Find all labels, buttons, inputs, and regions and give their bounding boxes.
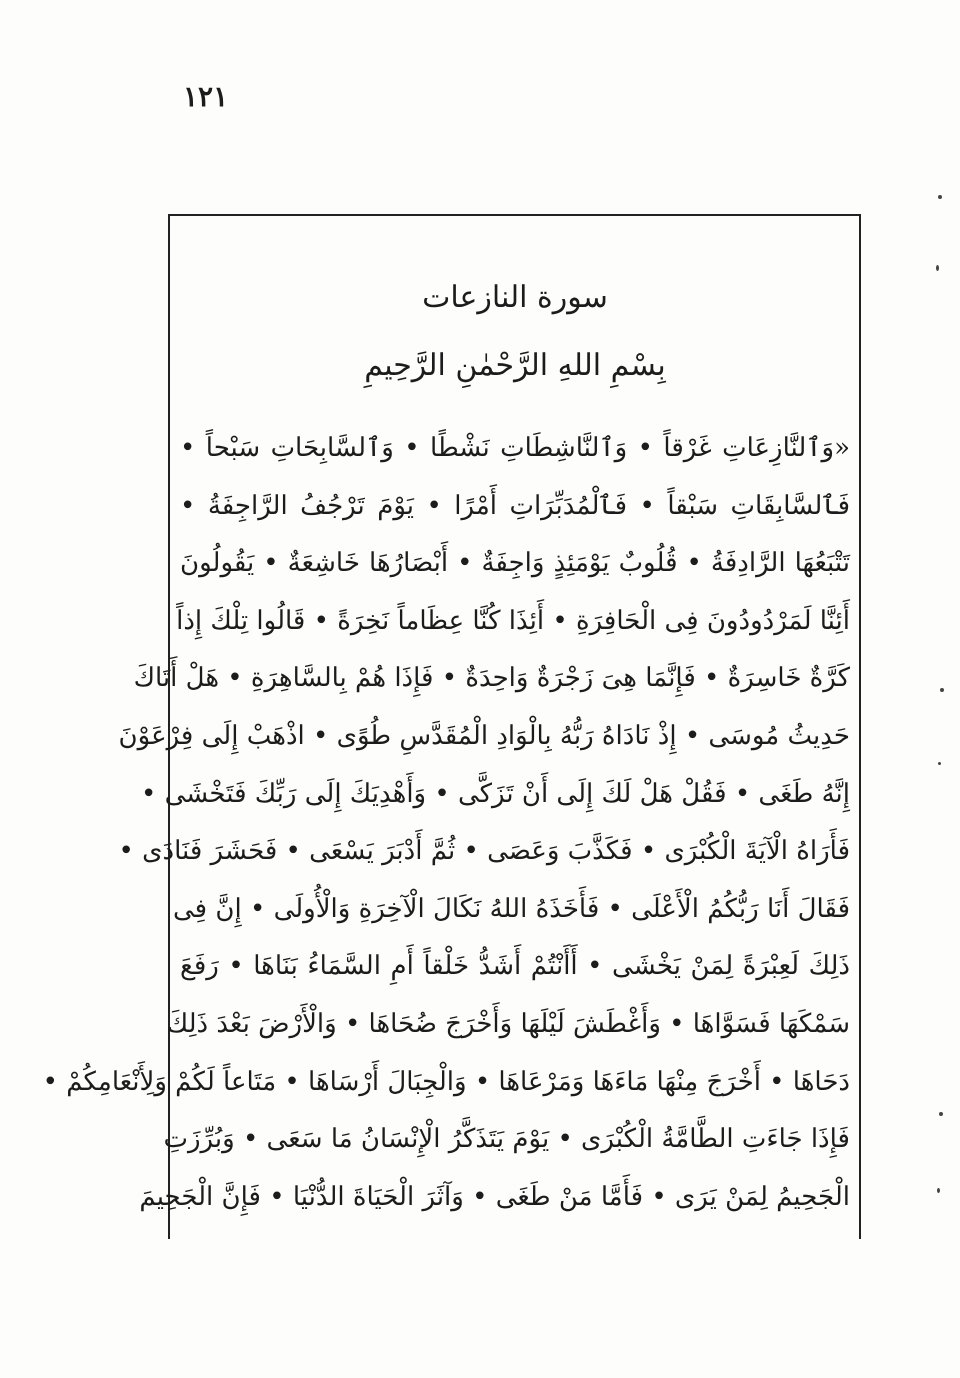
text-line: فَإِذَا جَاءَتِ الطَّامَّةُ الْكُبْرَى • يَوْمَ يَتَذَكَّرُ الْإِنْسَانُ مَا سَعَى • وَبُرِّزَتِ bbox=[163, 1124, 850, 1155]
surah-text bbox=[42, 420, 850, 1226]
text-line: إِنَّهُ طَغَى • فَقُلْ هَلْ لَكَ إِلَى أَنْ تَزَكَّى • وَأَهْدِيَكَ إِلَى رَبِّكَ فَتَخْشَى • bbox=[140, 778, 850, 809]
scan-speck bbox=[939, 1112, 943, 1116]
basmala: بِسْمِ اللهِ الرَّحْمٰنِ الرَّحِيمِ bbox=[364, 348, 666, 383]
text-line: حَدِيثُ مُوسَى • إِذْ نَادَاهُ رَبُّهُ بِالْوَادِ الْمُقَدَّسِ طُوًى • اذْهَبْ إِلَى فِرْعَوْنَ bbox=[118, 720, 850, 751]
page-number: ١٢١ bbox=[183, 80, 229, 113]
text-line: فَٱلسَّابِقَاتِ سَبْقاً • فَٱلْمُدَبِّرَاتِ أَمْرًا • يَوْمَ تَرْجُفُ الرَّاجِفَةُ • bbox=[180, 490, 850, 521]
scan-speck bbox=[936, 265, 939, 271]
text-line: كَرَّةٌ خَاسِرَةٌ • فَإِنَّمَا هِىَ زَجْرَةٌ وَاحِدَةٌ • فَإِذَا هُمْ بِالسَّاهِرَةِ • هَلْ أَتَاكَ bbox=[133, 663, 850, 694]
text-line: «وَٱلنَّازِعَاتِ غَرْقاً • وَٱلنَّاشِطَاتِ نَشْطًا • وَٱلسَّابِحَاتِ سَبْحاً • bbox=[180, 433, 850, 463]
scan-speck bbox=[938, 195, 942, 199]
scan-speck bbox=[938, 762, 941, 765]
text-line: فَقَالَ أَنَا رَبُّكُمُ الْأَعْلَى • فَأَخَذَهُ اللهُ نَكَالَ الْآخِرَةِ وَالْأُولَى • إِنَّ فِى bbox=[173, 893, 850, 924]
scan-speck bbox=[940, 688, 944, 692]
text-line: ذَلِكَ لَعِبْرَةً لِمَنْ يَخْشَى • أَأَنْتُمْ أَشَدُّ خَلْقاً أَمِ السَّمَاءُ بَنَاهَا • رَفَعَ bbox=[180, 951, 850, 982]
text-line: سَمْكَهَا فَسَوَّاهَا • وَأَغْطَشَ لَيْلَهَا وَأَخْرَجَ ضُحَاهَا • وَالْأَرْضَ بَعْدَ ذَلِكَ bbox=[166, 1008, 850, 1039]
text-line: أَئِنَّا لَمَرْدُودُونَ فِى الْحَافِرَةِ • أَئِذَا كُنَّا عِظَاماً نَخِرَةً • قَالُوا تِلْكَ إِذاً bbox=[176, 605, 850, 636]
scan-speck bbox=[937, 1188, 940, 1193]
text-line: فَأَرَاهُ الْآيَةَ الْكُبْرَى • فَكَذَّبَ وَعَصَى • ثُمَّ أَدْبَرَ يَسْعَى • فَحَشَرَ فَنَادَى • bbox=[118, 836, 850, 867]
text-line: دَحَاهَا • أَخْرَجَ مِنْهَا مَاءَهَا وَمَرْعَاهَا • وَالْجِبَالَ أَرْسَاهَا • مَتَاعاً لَكُمْ وَلِأَنْعَامِكُمْ • bbox=[42, 1066, 850, 1097]
surah-title: سورة النازعات bbox=[422, 280, 608, 315]
text-line: تَتْبَعُهَا الرَّادِفَةُ • قُلُوبٌ يَوْمَئِذٍ وَاجِفَةٌ • أَبْصَارُهَا خَاشِعَةٌ • يَقُولُونَ bbox=[180, 548, 850, 579]
text-line: الْجَحِيمُ لِمَنْ يَرَى • فَأَمَّا مَنْ طَغَى • وَآثَرَ الْحَيَاةَ الدُّنْيَا • فَإِنَّ الْجَحِيمَ bbox=[139, 1181, 850, 1212]
